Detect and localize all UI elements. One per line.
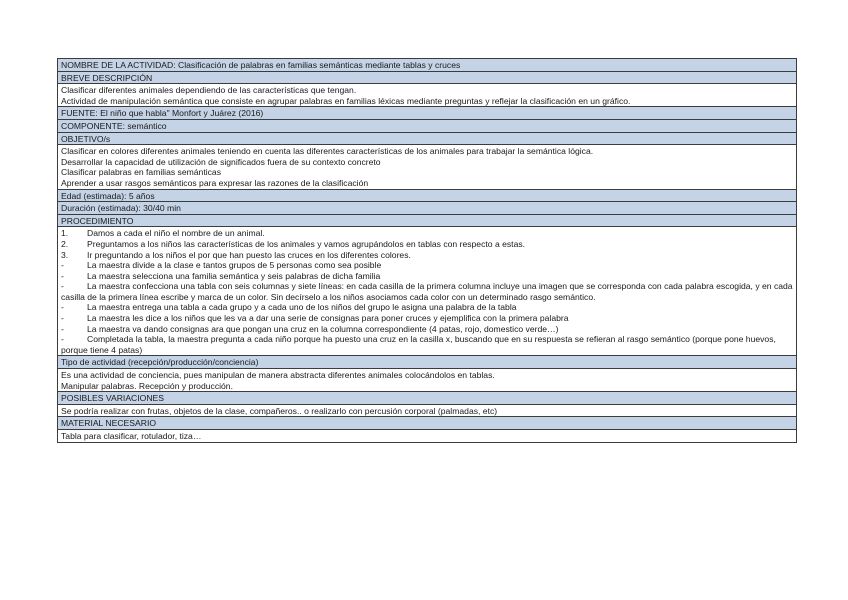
step-marker: 1.: [61, 228, 69, 239]
step-marker: -: [61, 323, 64, 334]
activity-type-line: Es una actividad de conciencia, pues manipulan de manera abstracta diferentes animales colocándolos en tablas.: [61, 370, 495, 381]
step-text: La maestra va dando consignas ara que pongan una cruz en la columna correspondiente (4 patas, rojo, domestico verde…): [87, 323, 559, 334]
objective-line: Clasificar palabras en familias semánticas: [61, 167, 222, 178]
variations-heading: POSIBLES VARIACIONES: [58, 392, 797, 405]
activity-type-line: Manipular palabras. Recepción y producción.: [61, 380, 233, 391]
duration-cell: Duración (estimada): 30/40 min: [58, 202, 797, 215]
procedure-step: [61, 324, 793, 335]
component-cell: COMPONENTE: semántico: [58, 119, 797, 132]
step-marker: -: [61, 260, 64, 271]
procedure-step: [61, 302, 793, 313]
procedure-body: [58, 227, 797, 356]
objective-line: Desarrollar la capacidad de utilización de significados fuera de su contexto concreto: [61, 156, 381, 167]
procedure-heading: PROCEDIMIENTO: [58, 214, 797, 227]
activity-name-cell: NOMBRE DE LA ACTIVIDAD: Clasificación de palabras en familias semánticas mediante tablas y cruces: [58, 59, 797, 72]
activity-type-heading: Tipo de actividad (recepción/producción/conciencia): [58, 356, 797, 369]
procedure-step: [61, 313, 793, 324]
step-marker: -: [61, 270, 64, 281]
objectives-body: [58, 145, 797, 189]
procedure-step: [61, 250, 793, 261]
step-text: Completada la tabla, la maestra pregunta a cada niño porque ha puesto una cruz en la casilla x, buscando que en su respuesta se refieran al rasgo semántico (porque pone huevos, porque tiene 4 patas): [61, 334, 776, 355]
objective-line: Aprender a usar rasgos semánticos para expresar las razones de la clasificación: [61, 177, 369, 188]
materials-body: Tabla para clasificar, rotulador, tiza…: [58, 430, 797, 443]
step-text: La maestra selecciona una familia semántica y seis palabras de dicha familia: [87, 270, 381, 281]
step-text: Ir preguntando a los niños el por que han puesto las cruces en los diferentes colores.: [87, 249, 411, 260]
objectives-heading: OBJETIVO/s: [58, 132, 797, 145]
procedure-step: [61, 271, 793, 282]
step-text: Preguntamos a los niños las características de los animales y vamos agrupándolos en tablas con respecto a estas.: [87, 238, 526, 249]
brief-description-heading: BREVE DESCRIPCIÓN: [58, 71, 797, 84]
brief-description-body: [58, 84, 797, 107]
procedure-step: [61, 281, 793, 302]
step-text: Damos a cada el niño el nombre de un animal.: [87, 228, 265, 239]
step-text: La maestra confecciona una tabla con seis columnas y siete líneas: en cada casilla de la primera columna incluye una imagen que se corresponda con cada palabra escogida, y en cada casilla de la primera línea escribe y marca de un color. Sin decírselo a los niños asociamos cada color con un determinado rasgo semántico.: [61, 281, 793, 302]
source-cell: FUENTE: El niño que habla" Monfort y Juárez (2016): [58, 107, 797, 120]
activity-type-body: [58, 369, 797, 392]
step-text: La maestra entrega una tabla a cada grupo y a cada uno de los niños del grupo le asigna una palabra de la tabla: [87, 302, 517, 313]
materials-heading: MATERIAL NECESARIO: [58, 417, 797, 430]
variations-body: Se podría realizar con frutas, objetos de la clase, compañeros.. o realizarlo con percusión corporal (palmadas, etc): [58, 404, 797, 417]
objective-line: Clasificar en colores diferentes animales teniendo en cuenta las diferentes características de los animales para trabajar la semántica lógica.: [61, 146, 594, 157]
procedure-step: [61, 334, 793, 355]
procedure-step: [61, 260, 793, 271]
activity-table: [57, 58, 797, 443]
step-marker: 2.: [61, 238, 69, 249]
step-text: La maestra divide a la clase e tantos grupos de 5 personas como sea posible: [87, 260, 382, 271]
procedure-step: [61, 239, 793, 250]
step-marker: 3.: [61, 249, 69, 260]
procedure-step: [61, 228, 793, 239]
step-text: La maestra les dice a los niños que les va a dar una serie de consignas para poner cruces y ejemplifica con la primera palabra: [87, 313, 569, 324]
step-marker: -: [61, 302, 64, 313]
brief-line: Clasificar diferentes animales dependiendo de las características que tengan.: [61, 85, 357, 96]
step-marker: -: [61, 281, 64, 292]
step-marker: -: [61, 334, 64, 345]
age-cell: Edad (estimada): 5 años: [58, 189, 797, 202]
step-marker: -: [61, 313, 64, 324]
brief-line: Actividad de manipulación semántica que consiste en agrupar palabras en familias léxicas mediante preguntas y reflejar la clasificación en un gráfico.: [61, 95, 631, 106]
